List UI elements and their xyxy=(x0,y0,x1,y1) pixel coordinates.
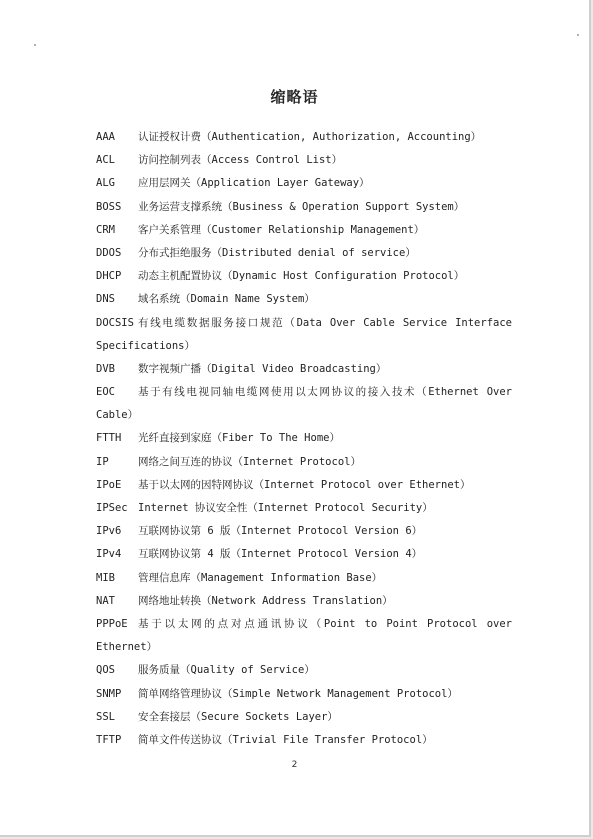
abbreviation: ACL xyxy=(96,154,115,167)
definition: 分布式拒绝服务（Distributed denial of service） xyxy=(138,246,416,259)
list-item xyxy=(96,242,512,265)
definition: 管理信息库（Management Information Base） xyxy=(138,571,383,584)
definition: 互联网协议第 6 版（Internet Protocol Version 6） xyxy=(138,525,423,538)
page-number: 2 xyxy=(291,760,298,770)
definition: 网络之间互连的协议（Internet Protocol） xyxy=(138,455,361,468)
list-item xyxy=(96,219,512,242)
abbreviation: FTTH xyxy=(96,432,122,445)
list-item xyxy=(96,312,512,358)
scan-speck xyxy=(577,34,579,36)
list-item xyxy=(96,497,512,520)
list-item xyxy=(96,149,512,172)
abbreviation: IPv6 xyxy=(96,525,122,538)
list-item xyxy=(96,172,512,195)
definition: 基于以太网的因特网协议（Internet Protocol over Ethernet） xyxy=(138,478,471,491)
definition: 动态主机配置协议（Dynamic Host Configuration Protocol） xyxy=(138,270,465,283)
definition: 简单网络管理协议（Simple Network Management Protocol） xyxy=(138,687,458,700)
abbreviation-list xyxy=(96,126,512,752)
definition: 安全套接层（Secure Sockets Layer） xyxy=(138,710,338,723)
list-item xyxy=(96,474,512,497)
definition: 网络地址转换（Network Address Translation） xyxy=(138,594,393,607)
definition: 基于以太网的点对点通讯协议（Point to Point Protocol over Ethernet） xyxy=(96,617,512,654)
definition: 光纤直接到家庭（Fiber To The Home） xyxy=(138,432,340,445)
list-item xyxy=(96,613,512,659)
abbreviation: TFTP xyxy=(96,733,122,746)
abbreviation: DNS xyxy=(96,293,115,306)
abbreviation: PPPoE xyxy=(96,617,128,630)
definition: 域名系统（Domain Name System） xyxy=(138,293,315,306)
scan-speck xyxy=(34,44,36,46)
abbreviation: ALG xyxy=(96,177,115,190)
definition: 访问控制列表（Access Control List） xyxy=(138,154,343,167)
abbreviation: EOC xyxy=(96,386,115,399)
definition: 基于有线电视同轴电缆网使用以太网协议的接入技术（Ethernet Over Cable） xyxy=(96,386,512,422)
definition: 客户关系管理（Customer Relationship Management） xyxy=(138,223,425,236)
abbreviation: AAA xyxy=(96,131,115,143)
abbreviation: IPv4 xyxy=(96,548,122,561)
list-item xyxy=(96,567,512,590)
list-item xyxy=(96,126,512,149)
definition: 有线电缆数据服务接口规范（Data Over Cable Service Interface Specifications） xyxy=(96,316,512,352)
definition: 业务运营支撑系统（Business & Operation Support System） xyxy=(138,200,465,213)
abbreviation: DVB xyxy=(96,362,115,375)
definition: 认证授权计费（Authentication, Authorization, Accounting） xyxy=(138,131,482,143)
abbreviation: DHCP xyxy=(96,270,122,283)
list-item xyxy=(96,543,512,566)
list-item xyxy=(96,590,512,613)
abbreviation: CRM xyxy=(96,223,115,236)
abbreviation: IP xyxy=(96,455,109,468)
abbreviation: QOS xyxy=(96,664,115,677)
abbreviation: MIB xyxy=(96,571,115,584)
abbreviation: BOSS xyxy=(96,200,122,213)
list-item xyxy=(96,706,512,729)
definition: 数字视频广播（Digital Video Broadcasting） xyxy=(138,362,387,375)
abbreviation: DOCSIS xyxy=(96,316,134,329)
abbreviation: NAT xyxy=(96,594,115,607)
list-item xyxy=(96,288,512,311)
definition: 简单文件传送协议（Trivial File Transfer Protocol） xyxy=(138,733,433,746)
abbreviation: DDOS xyxy=(96,246,122,259)
list-item xyxy=(96,381,512,427)
list-item xyxy=(96,451,512,474)
definition: Internet 协议安全性（Internet Protocol Security） xyxy=(138,502,433,515)
page-title: 缩略语 xyxy=(270,88,319,106)
list-item xyxy=(96,659,512,682)
list-item xyxy=(96,729,512,752)
list-item xyxy=(96,683,512,706)
abbreviation: SSL xyxy=(96,710,115,723)
list-item xyxy=(96,427,512,450)
definition: 应用层网关（Application Layer Gateway） xyxy=(138,177,370,190)
list-item xyxy=(96,196,512,219)
list-item xyxy=(96,520,512,543)
definition: 互联网协议第 4 版（Internet Protocol Version 4） xyxy=(138,548,423,561)
definition: 服务质量（Quality of Service） xyxy=(138,664,315,677)
abbreviation: IPSec xyxy=(96,502,128,515)
abbreviation: IPoE xyxy=(96,478,122,491)
list-item xyxy=(96,358,512,381)
abbreviation: SNMP xyxy=(96,687,122,700)
list-item xyxy=(96,265,512,288)
